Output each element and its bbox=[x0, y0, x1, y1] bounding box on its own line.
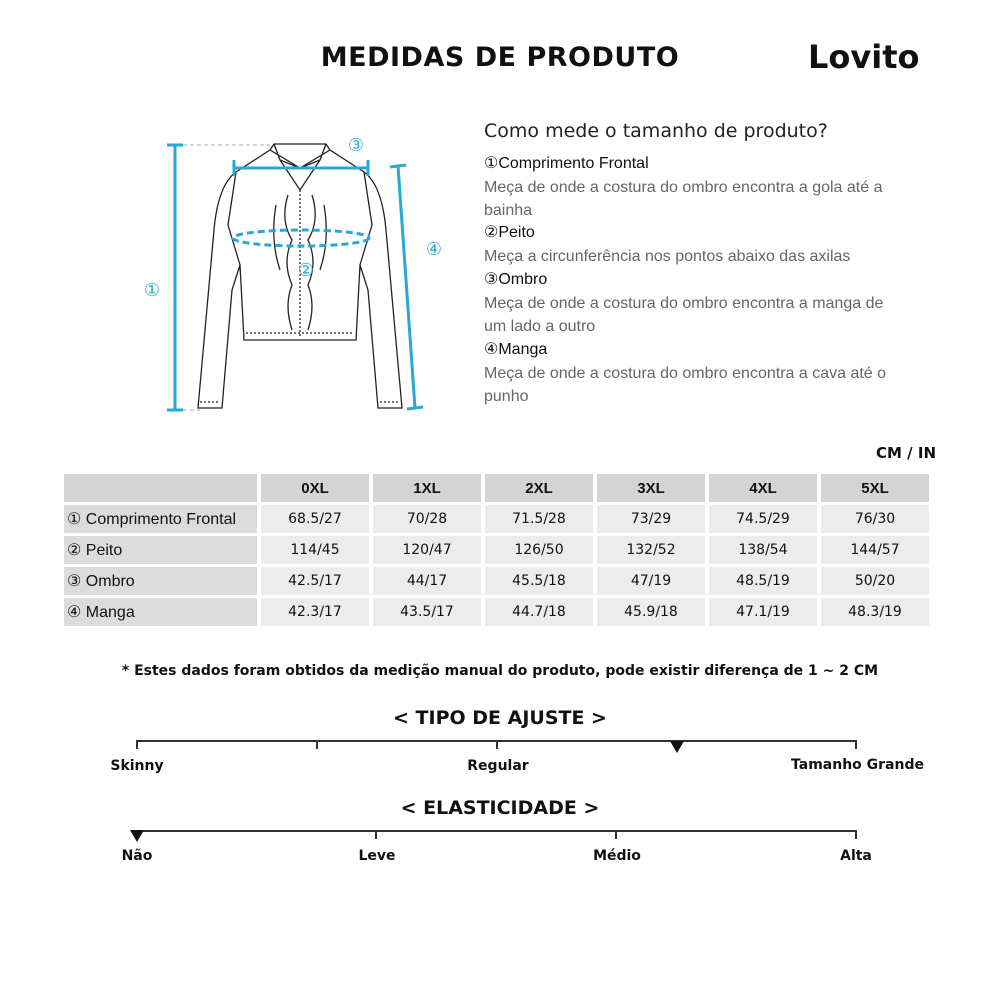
guide-title: Como mede o tamanho de produto? bbox=[484, 120, 828, 142]
guide-heading: ④Manga bbox=[484, 341, 548, 358]
guide-item-front-length bbox=[484, 153, 904, 222]
table-cell: 144/57 bbox=[821, 536, 929, 564]
table-cell: 132/52 bbox=[597, 536, 705, 564]
elasticity-scale-title: < ELASTICIDADE > bbox=[400, 797, 600, 819]
row-label: ② Peito bbox=[64, 536, 257, 564]
table-cell: 42.3/17 bbox=[261, 598, 369, 626]
table-corner bbox=[64, 474, 257, 502]
size-table bbox=[60, 471, 933, 629]
table-cell: 71.5/28 bbox=[485, 505, 593, 533]
table-cell: 42.5/17 bbox=[261, 567, 369, 595]
size-header: 3XL bbox=[597, 474, 705, 502]
unit-label: CM / IN bbox=[876, 444, 936, 462]
table-cell: 126/50 bbox=[485, 536, 593, 564]
size-header: 5XL bbox=[821, 474, 929, 502]
table-header-row bbox=[64, 474, 929, 502]
table-row bbox=[64, 598, 929, 626]
marker-front-length: ① bbox=[143, 280, 161, 301]
table-cell: 45.5/18 bbox=[485, 567, 593, 595]
elasticity-label-medium: Médio bbox=[593, 848, 641, 864]
row-label: ③ Ombro bbox=[64, 567, 257, 595]
guide-description: Meça de onde a costura do ombro encontra a cava até o punho bbox=[484, 365, 887, 405]
guide-heading: ①Comprimento Frontal bbox=[484, 155, 649, 172]
table-cell: 114/45 bbox=[261, 536, 369, 564]
table-cell: 74.5/29 bbox=[709, 505, 817, 533]
measurement-note: * Estes dados foram obtidos da medição manual do produto, pode existir diferença de 1 ~ 2 CM bbox=[121, 663, 879, 679]
table-cell: 45.9/18 bbox=[597, 598, 705, 626]
guide-description: Meça a circunferência nos pontos abaixo das axilas bbox=[484, 248, 851, 265]
elasticity-scale-tick bbox=[375, 830, 377, 839]
size-header: 1XL bbox=[373, 474, 481, 502]
table-cell: 48.3/19 bbox=[821, 598, 929, 626]
marker-chest: ② bbox=[297, 260, 315, 281]
table-row bbox=[64, 567, 929, 595]
fit-scale-tick bbox=[136, 740, 138, 749]
elasticity-scale-line bbox=[137, 830, 857, 832]
table-cell: 43.5/17 bbox=[373, 598, 481, 626]
table-cell: 73/29 bbox=[597, 505, 705, 533]
table-cell: 76/30 bbox=[821, 505, 929, 533]
guide-description: Meça de onde a costura do ombro encontra a gola até a bainha bbox=[484, 179, 883, 219]
fit-scale-tick bbox=[855, 740, 857, 749]
fit-label-oversize: Tamanho Grande bbox=[791, 757, 924, 773]
guide-heading: ②Peito bbox=[484, 224, 535, 241]
guide-description: Meça de onde a costura do ombro encontra a manga de um lado a outro bbox=[484, 295, 884, 335]
table-cell: 50/20 bbox=[821, 567, 929, 595]
fit-scale-title: < TIPO DE AJUSTE > bbox=[393, 707, 607, 729]
guide-heading: ③Ombro bbox=[484, 271, 548, 288]
elasticity-label-none: Não bbox=[121, 848, 153, 864]
table-cell: 68.5/27 bbox=[261, 505, 369, 533]
elasticity-label-high: Alta bbox=[840, 848, 872, 864]
fit-label-skinny: Skinny bbox=[110, 758, 164, 774]
row-label: ④ Manga bbox=[64, 598, 257, 626]
size-header: 4XL bbox=[709, 474, 817, 502]
marker-shoulder: ③ bbox=[347, 135, 365, 156]
elasticity-label-light: Leve bbox=[358, 848, 396, 864]
row-label: ① Comprimento Frontal bbox=[64, 505, 257, 533]
marker-sleeve: ④ bbox=[425, 239, 443, 260]
elasticity-scale-tick bbox=[855, 830, 857, 839]
fit-scale-tick bbox=[316, 740, 318, 749]
fit-label-regular: Regular bbox=[467, 758, 529, 774]
table-cell: 48.5/19 bbox=[709, 567, 817, 595]
table-row bbox=[64, 536, 929, 564]
elasticity-level-marker bbox=[130, 830, 144, 842]
table-cell: 44/17 bbox=[373, 567, 481, 595]
page-title: MEDIDAS DE PRODUTO bbox=[320, 42, 680, 73]
garment-diagram bbox=[130, 130, 460, 425]
table-cell: 47.1/19 bbox=[709, 598, 817, 626]
table-cell: 70/28 bbox=[373, 505, 481, 533]
table-row bbox=[64, 505, 929, 533]
elasticity-scale-tick bbox=[615, 830, 617, 839]
table-cell: 44.7/18 bbox=[485, 598, 593, 626]
guide-item-chest bbox=[484, 222, 904, 268]
fit-level-marker bbox=[670, 741, 684, 753]
table-cell: 120/47 bbox=[373, 536, 481, 564]
guide-item-shoulder bbox=[484, 269, 904, 338]
brand-logo: Lovito bbox=[808, 38, 920, 76]
size-header: 2XL bbox=[485, 474, 593, 502]
fit-scale-tick bbox=[496, 740, 498, 749]
table-cell: 47/19 bbox=[597, 567, 705, 595]
table-cell: 138/54 bbox=[709, 536, 817, 564]
guide-item-sleeve bbox=[484, 339, 904, 408]
size-header: 0XL bbox=[261, 474, 369, 502]
